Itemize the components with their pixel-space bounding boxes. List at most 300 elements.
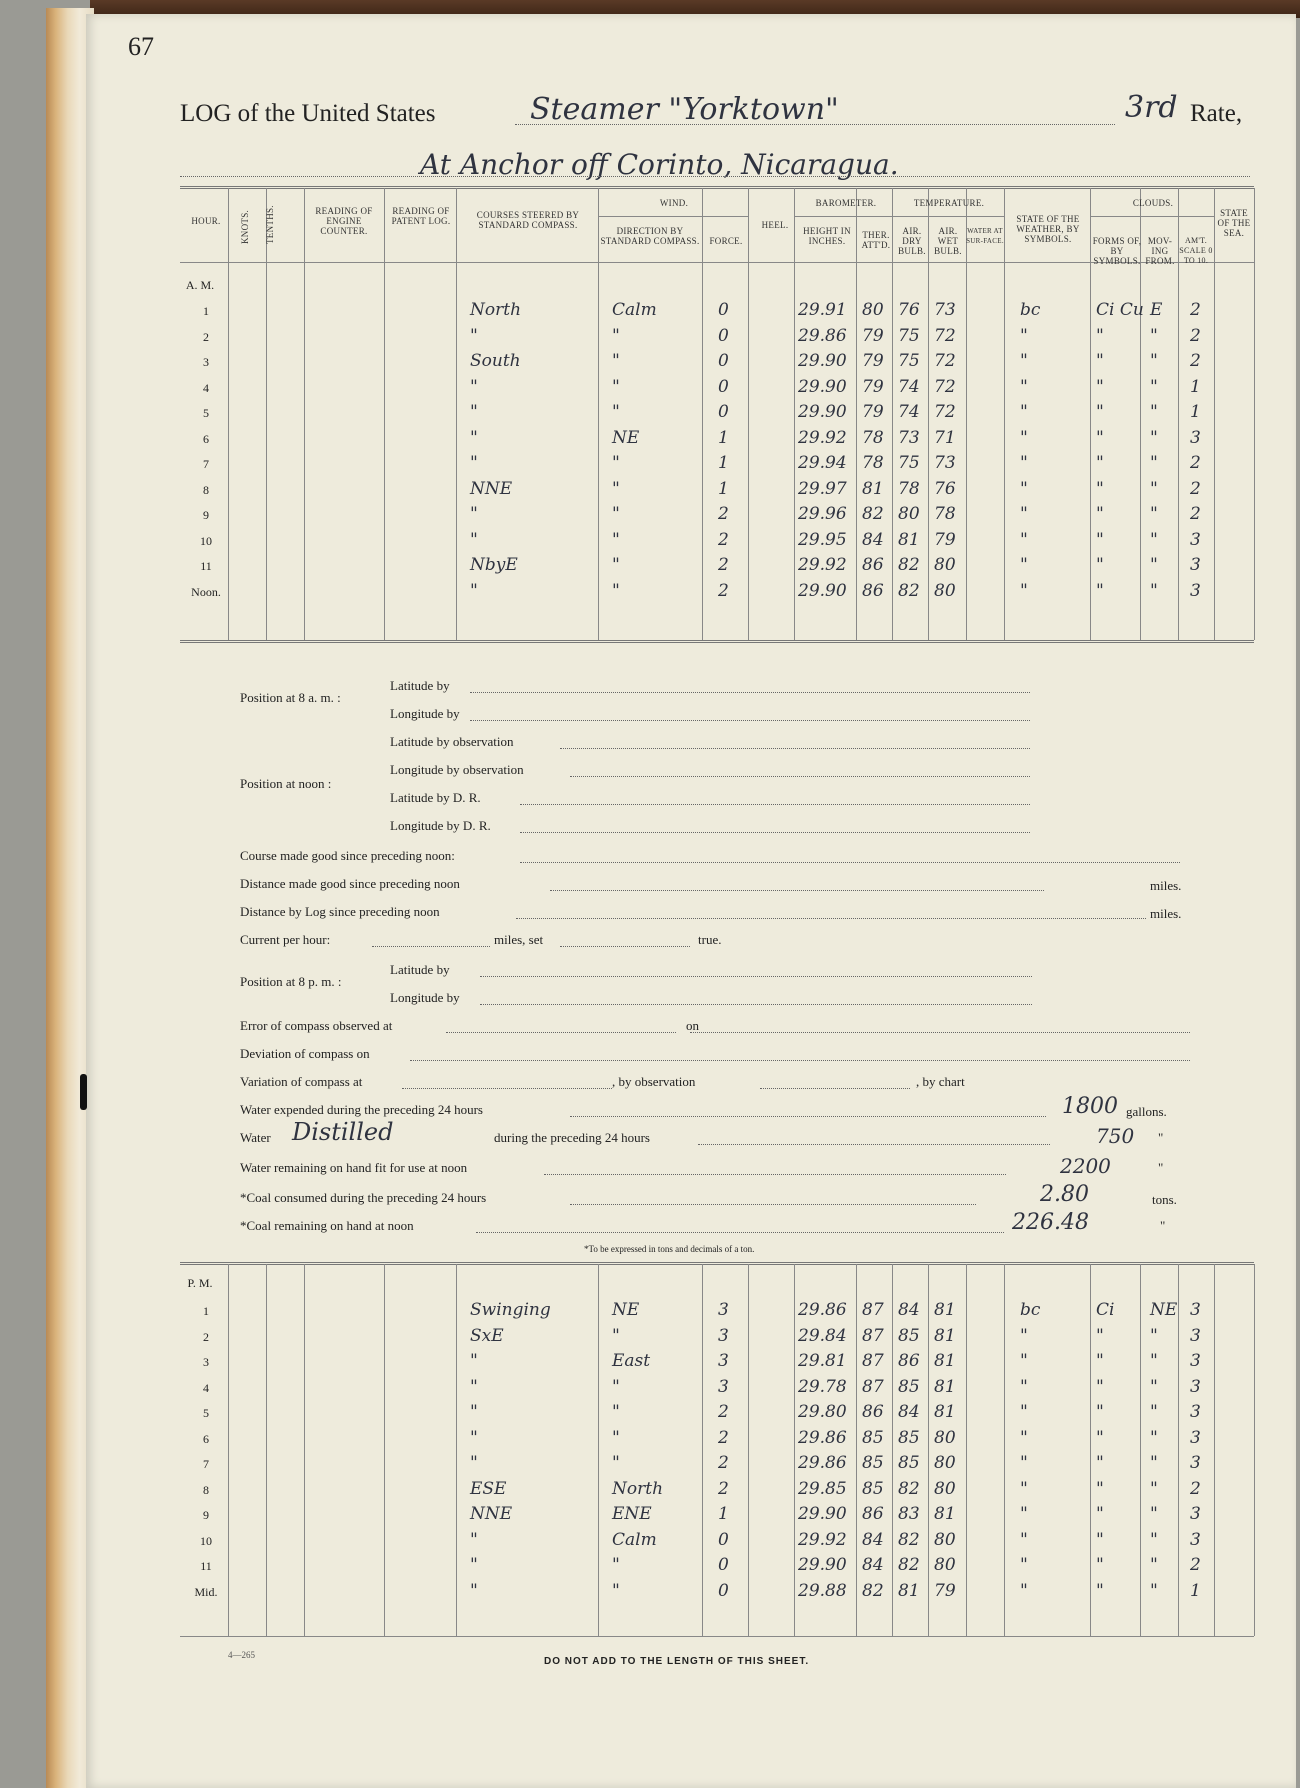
- barometer-height-cell: 29.90: [798, 402, 847, 422]
- course-cell: ": [470, 325, 478, 346]
- barometer-height-cell: 29.78: [798, 1376, 847, 1397]
- cloud-amount-cell: 3: [1190, 555, 1201, 575]
- cloud-moving-from-cell: ": [1150, 1580, 1158, 1601]
- cloud-amount-cell: 2: [1190, 1478, 1201, 1499]
- long-by-label: Longitude by: [390, 706, 460, 721]
- thermometer-attached-cell: 80: [862, 300, 884, 320]
- col-wind: WIND.: [659, 198, 689, 208]
- miles-label-2: miles.: [1150, 906, 1182, 921]
- pm-col-rule: [702, 1264, 703, 1636]
- form-fill-line: [520, 862, 1180, 863]
- barometer-height-cell: 29.81: [798, 1351, 847, 1371]
- air-dry-bulb-cell: 73: [898, 427, 920, 448]
- binding-mark: [80, 1074, 87, 1110]
- variation-label: Variation of compass at: [240, 1074, 363, 1089]
- force-cell: 1: [718, 453, 729, 473]
- barometer-height-cell: 29.92: [798, 555, 847, 575]
- course-cell: ": [470, 1351, 478, 1371]
- cloud-amount-cell: 2: [1190, 504, 1201, 524]
- wind-direction-cell: NE: [612, 1300, 640, 1320]
- cloud-forms-cell: ": [1096, 351, 1104, 371]
- wind-direction-cell: ": [612, 1555, 620, 1575]
- thermometer-attached-cell: 85: [862, 1478, 884, 1499]
- cloud-forms-cell: ": [1096, 478, 1104, 499]
- form-number: 4—265: [228, 1650, 255, 1660]
- coal-consumed-label: *Coal consumed during the preceding 24 hours: [240, 1190, 487, 1205]
- hour-cell: Mid.: [194, 1584, 218, 1599]
- barometer-height-cell: 29.90: [798, 1504, 847, 1524]
- barometer-height-cell: 29.80: [798, 1402, 847, 1422]
- pm-col-rule: [892, 1264, 893, 1636]
- water-expended-value: 1800: [1062, 1094, 1118, 1119]
- wind-direction-cell: ENE: [612, 1504, 652, 1524]
- air-dry-bulb-cell: 83: [898, 1504, 920, 1524]
- form-fill-line: [698, 1144, 1050, 1145]
- weather-state-cell: bc: [1020, 1300, 1041, 1320]
- cloud-forms-cell: ": [1096, 555, 1104, 575]
- air-dry-bulb-cell: 82: [898, 580, 920, 601]
- cloud-moving-from-cell: ": [1150, 1325, 1158, 1346]
- force-cell: 3: [718, 1325, 729, 1346]
- col-knots: [240, 230, 250, 244]
- vessel-name: Steamer "Yorktown": [530, 92, 839, 127]
- cloud-forms-cell: ": [1096, 1402, 1104, 1422]
- col-amount: AM'T. SCALE 0 TO 10.: [1179, 236, 1213, 265]
- cloud-forms-cell: Ci Cu: [1096, 300, 1144, 320]
- am-col-rule: [1214, 188, 1215, 640]
- wind-direction-cell: ": [612, 453, 620, 473]
- thermometer-attached-cell: 85: [862, 1453, 884, 1473]
- hour-cell: 10: [200, 1533, 212, 1548]
- course-cell: NNE: [470, 1504, 513, 1524]
- cloud-moving-from-cell: ": [1150, 1402, 1158, 1422]
- air-wet-bulb-cell: 79: [934, 529, 956, 550]
- barometer-height-cell: 29.90: [798, 1555, 847, 1575]
- hour-cell: 3: [203, 1355, 209, 1369]
- pm-col-rule: [304, 1264, 305, 1636]
- thermometer-attached-cell: 79: [862, 351, 884, 371]
- am-col-rule: [304, 188, 305, 640]
- air-dry-bulb-cell: 75: [898, 325, 920, 346]
- long-dr-label: Longitude by D. R.: [390, 818, 491, 833]
- form-fill-line: [560, 946, 690, 947]
- air-dry-bulb-cell: 74: [898, 376, 920, 397]
- am-col-rule: [456, 188, 457, 640]
- air-dry-bulb-cell: 81: [898, 1580, 920, 1601]
- hour-cell: 11: [200, 559, 212, 573]
- pm-col-rule: [384, 1264, 385, 1636]
- air-dry-bulb-cell: 86: [898, 1351, 920, 1371]
- air-dry-bulb-cell: 85: [898, 1376, 920, 1397]
- weather-state-cell: ": [1020, 325, 1028, 346]
- pm-col-rule: [856, 1264, 857, 1636]
- position-8am-label: Position at 8 a. m. :: [240, 690, 341, 705]
- rate-label: Rate,: [1190, 100, 1243, 127]
- table-top-rule: [180, 186, 1254, 189]
- coal-remaining-label: *Coal remaining on hand at noon: [240, 1218, 414, 1233]
- form-fill-line: [570, 776, 1030, 777]
- pm-col-rule: [1214, 1264, 1215, 1636]
- force-cell: 0: [718, 376, 729, 397]
- force-cell: 0: [718, 325, 729, 346]
- pm-col-rule: [1090, 1264, 1091, 1636]
- air-wet-bulb-cell: 73: [934, 300, 956, 320]
- weather-state-cell: ": [1020, 1325, 1028, 1346]
- cloud-forms-cell: ": [1096, 1580, 1104, 1601]
- wind-direction-cell: ": [612, 504, 620, 524]
- cloud-amount-cell: 3: [1190, 1529, 1201, 1550]
- hour-cell: 8: [203, 482, 209, 497]
- air-dry-bulb-cell: 84: [898, 1402, 920, 1422]
- thermometer-attached-cell: 84: [862, 529, 884, 550]
- course-cell: ": [470, 453, 478, 473]
- cloud-amount-cell: 3: [1190, 427, 1201, 448]
- hour-cell: 6: [203, 431, 209, 446]
- wind-direction-cell: ": [612, 1402, 620, 1422]
- col-courses: COURSES STEERED BY STANDARD COMPASS.: [476, 210, 580, 230]
- water-kind: Distilled: [292, 1118, 394, 1146]
- thermometer-attached-cell: 84: [862, 1555, 884, 1575]
- weather-state-cell: ": [1020, 402, 1028, 422]
- cloud-amount-cell: 3: [1190, 1427, 1201, 1448]
- air-dry-bulb-cell: 82: [898, 555, 920, 575]
- pm-col-rule: [794, 1264, 795, 1636]
- cloud-amount-cell: 3: [1190, 580, 1201, 601]
- thermometer-attached-cell: 86: [862, 1402, 884, 1422]
- form-fill-line: [560, 748, 1030, 749]
- cloud-amount-cell: 3: [1190, 1325, 1201, 1346]
- cloud-moving-from-cell: ": [1150, 529, 1158, 550]
- col-air-wet: AIR. WET BULB.: [934, 226, 962, 256]
- cloud-moving-from-cell: ": [1150, 453, 1158, 473]
- force-cell: 2: [718, 504, 729, 524]
- cloud-moving-from-cell: ": [1150, 580, 1158, 601]
- cloud-forms-cell: ": [1096, 1504, 1104, 1524]
- cloud-forms-cell: ": [1096, 325, 1104, 346]
- air-wet-bulb-cell: 80: [934, 1555, 956, 1575]
- col-forms: FORMS OF, BY SYMBOLS.: [1092, 236, 1142, 266]
- hour-cell: 8: [203, 1482, 209, 1497]
- force-cell: 2: [718, 555, 729, 575]
- barometer-height-cell: 29.97: [798, 478, 847, 499]
- distilled-value: 750: [1096, 1124, 1135, 1148]
- hour-cell: 9: [203, 508, 209, 522]
- wind-direction-cell: East: [612, 1351, 651, 1371]
- cloud-amount-cell: 3: [1190, 1402, 1201, 1422]
- am-col-rule: [748, 188, 749, 640]
- col-tenths: [265, 230, 275, 244]
- force-cell: 1: [718, 427, 729, 448]
- cloud-forms-cell: ": [1096, 1453, 1104, 1473]
- rate-value: 3rd: [1125, 90, 1178, 125]
- cloud-amount-cell: 3: [1190, 1453, 1201, 1473]
- wind-direction-cell: ": [612, 402, 620, 422]
- cloud-moving-from-cell: ": [1150, 1376, 1158, 1397]
- cloud-amount-cell: 2: [1190, 351, 1201, 371]
- water-remaining-value: 2200: [1060, 1154, 1111, 1178]
- form-fill-line: [760, 1088, 910, 1089]
- force-cell: 0: [718, 351, 729, 371]
- force-cell: 0: [718, 1555, 729, 1575]
- weather-state-cell: ": [1020, 1504, 1028, 1524]
- force-cell: 0: [718, 1529, 729, 1550]
- hour-cell: 7: [203, 457, 209, 471]
- air-wet-bulb-cell: 81: [934, 1504, 956, 1524]
- hour-cell: 5: [203, 406, 209, 420]
- barometer-height-cell: 29.86: [798, 1453, 847, 1473]
- air-dry-bulb-cell: 81: [898, 529, 920, 550]
- wind-direction-cell: ": [612, 1325, 620, 1346]
- cloud-moving-from-cell: ": [1150, 1504, 1158, 1524]
- pm-bottom-rule: [180, 1636, 1254, 1637]
- weather-state-cell: ": [1020, 427, 1028, 448]
- course-cell: North: [470, 300, 522, 320]
- current-label: Current per hour:: [240, 932, 331, 947]
- course-cell: ": [470, 1453, 478, 1473]
- wind-direction-cell: ": [612, 1376, 620, 1397]
- weather-state-cell: ": [1020, 478, 1028, 499]
- weather-state-cell: ": [1020, 1351, 1028, 1371]
- course-cell: ": [470, 1427, 478, 1448]
- pm-label: P. M.: [187, 1276, 213, 1290]
- air-wet-bulb-cell: 81: [934, 1300, 956, 1320]
- form-fill-line: [470, 720, 1030, 721]
- air-wet-bulb-cell: 79: [934, 1580, 956, 1601]
- cloud-amount-cell: 1: [1190, 402, 1201, 422]
- hour-cell: 2: [203, 1329, 209, 1344]
- wind-direction-cell: ": [612, 478, 620, 499]
- weather-state-cell: ": [1020, 453, 1028, 473]
- pm-col-rule: [1004, 1264, 1005, 1636]
- weather-state-cell: ": [1020, 504, 1028, 524]
- am-col-rule: [856, 188, 857, 640]
- air-wet-bulb-cell: 80: [934, 1427, 956, 1448]
- course-cell: ": [470, 402, 478, 422]
- hour-cell: 11: [200, 1559, 212, 1573]
- tons-label: tons.: [1152, 1192, 1177, 1207]
- col-hour: HOUR.: [191, 216, 221, 226]
- pm-top-rule: [180, 1262, 1254, 1265]
- air-wet-bulb-cell: 72: [934, 402, 956, 422]
- long-by-8pm-label: Longitude by: [390, 990, 460, 1005]
- barometer-height-cell: 29.95: [798, 529, 847, 550]
- pm-col-rule: [266, 1264, 267, 1636]
- on-label: on: [686, 1018, 699, 1033]
- weather-state-cell: ": [1020, 351, 1028, 371]
- hour-cell: 7: [203, 1457, 209, 1471]
- wind-direction-cell: ": [612, 325, 620, 346]
- cloud-moving-from-cell: ": [1150, 504, 1158, 524]
- form-fill-line: [480, 976, 1032, 977]
- lat-by-8pm-label: Latitude by: [390, 962, 450, 977]
- barometer-height-cell: 29.94: [798, 453, 847, 473]
- coal-consumed-value: 2.80: [1040, 1182, 1089, 1207]
- force-cell: 2: [718, 1402, 729, 1422]
- barometer-height-cell: 29.84: [798, 1325, 847, 1346]
- air-wet-bulb-cell: 80: [934, 1478, 956, 1499]
- hour-cell: 1: [203, 1304, 209, 1318]
- cloud-moving-from-cell: ": [1150, 351, 1158, 371]
- cloud-moving-from-cell: ": [1150, 1427, 1158, 1448]
- am-col-rule: [1004, 188, 1005, 640]
- am-col-rule: [266, 188, 267, 640]
- air-wet-bulb-cell: 81: [934, 1402, 956, 1422]
- course-made-label: Course made good since preceding noon:: [240, 848, 455, 863]
- air-dry-bulb-cell: 85: [898, 1427, 920, 1448]
- am-bottom-rule: [180, 640, 1254, 643]
- form-fill-line: [690, 1032, 1190, 1033]
- cloud-moving-from-cell: ": [1150, 427, 1158, 448]
- course-cell: ": [470, 1580, 478, 1601]
- force-cell: 0: [718, 402, 729, 422]
- am-col-rule: [1090, 188, 1091, 640]
- ditto-1: ": [1158, 1130, 1164, 1145]
- hour-cell: 1: [203, 304, 209, 318]
- barometer-height-cell: 29.88: [798, 1580, 847, 1601]
- cloud-forms-cell: ": [1096, 453, 1104, 473]
- barometer-height-cell: 29.91: [798, 300, 847, 320]
- air-dry-bulb-cell: 76: [898, 300, 920, 320]
- weather-state-cell: ": [1020, 1427, 1028, 1448]
- weather-state-cell: ": [1020, 1555, 1028, 1575]
- wind-direction-cell: ": [612, 376, 620, 397]
- cloud-amount-cell: 1: [1190, 376, 1201, 397]
- wind-direction-cell: Calm: [612, 1529, 657, 1550]
- hour-cell: 4: [203, 380, 209, 395]
- weather-state-cell: ": [1020, 580, 1028, 601]
- form-fill-line: [372, 946, 490, 947]
- position-noon-label: Position at noon :: [240, 776, 332, 791]
- thermometer-attached-cell: 78: [862, 427, 884, 448]
- force-cell: 1: [718, 478, 729, 499]
- cloud-moving-from-cell: ": [1150, 555, 1158, 575]
- cloud-forms-cell: Ci: [1096, 1300, 1115, 1320]
- am-col-rule: [794, 188, 795, 640]
- col-wind-direction: DIRECTION BY STANDARD COMPASS.: [600, 226, 700, 246]
- force-cell: 2: [718, 1453, 729, 1473]
- log-page: [86, 14, 1296, 1788]
- force-cell: 2: [718, 1427, 729, 1448]
- distance-log-label: Distance by Log since preceding noon: [240, 904, 440, 919]
- cloud-amount-cell: 1: [1190, 1580, 1201, 1601]
- wind-direction-cell: ": [612, 580, 620, 601]
- cloud-moving-from-cell: ": [1150, 478, 1158, 499]
- course-cell: ": [470, 376, 478, 397]
- cloud-amount-cell: 2: [1190, 300, 1201, 320]
- cloud-forms-cell: ": [1096, 427, 1104, 448]
- force-cell: 3: [718, 1376, 729, 1397]
- course-cell: Swinging: [470, 1300, 551, 1320]
- force-cell: 0: [718, 300, 729, 320]
- distance-good-label: Distance made good since preceding noon: [240, 876, 460, 891]
- air-wet-bulb-cell: 80: [934, 555, 956, 575]
- cloud-amount-cell: 3: [1190, 1300, 1201, 1320]
- air-wet-bulb-cell: 72: [934, 376, 956, 397]
- wind-direction-cell: ": [612, 529, 620, 550]
- by-observation-label: , by observation: [612, 1074, 696, 1089]
- baro-temp-sub-rule: [794, 216, 1004, 217]
- course-cell: South: [470, 351, 521, 371]
- course-cell: NNE: [470, 478, 513, 499]
- form-fill-line: [480, 1004, 1032, 1005]
- form-fill-line: [410, 1060, 1190, 1061]
- col-clouds: CLOUDS.: [1132, 198, 1174, 208]
- weather-state-cell: ": [1020, 1478, 1028, 1499]
- location-text: At Anchor off Corinto, Nicaragua.: [420, 148, 899, 181]
- course-cell: ": [470, 1376, 478, 1397]
- am-col-rule: [966, 188, 967, 640]
- thermometer-attached-cell: 81: [862, 478, 884, 499]
- air-wet-bulb-cell: 81: [934, 1325, 956, 1346]
- thermometer-attached-cell: 86: [862, 1504, 884, 1524]
- thermometer-attached-cell: 87: [862, 1351, 884, 1371]
- thermometer-attached-cell: 86: [862, 580, 884, 601]
- cloud-forms-cell: ": [1096, 580, 1104, 601]
- cloud-forms-cell: ": [1096, 376, 1104, 397]
- wind-direction-cell: ": [612, 1427, 620, 1448]
- course-cell: SxE: [470, 1325, 504, 1346]
- air-dry-bulb-cell: 85: [898, 1453, 920, 1473]
- hour-cell: 2: [203, 329, 209, 344]
- cloud-amount-cell: 3: [1190, 1504, 1201, 1524]
- course-cell: ": [470, 1555, 478, 1575]
- cloud-moving-from-cell: ": [1150, 1478, 1158, 1499]
- during-label: during the preceding 24 hours: [494, 1130, 650, 1145]
- deviation-label: Deviation of compass on: [240, 1046, 370, 1061]
- cloud-amount-cell: 3: [1190, 529, 1201, 550]
- thermometer-attached-cell: 84: [862, 1529, 884, 1550]
- cloud-amount-cell: 2: [1190, 453, 1201, 473]
- weather-state-cell: bc: [1020, 300, 1041, 320]
- col-heel: HEEL.: [761, 220, 789, 230]
- air-dry-bulb-cell: 85: [898, 1325, 920, 1346]
- thermometer-attached-cell: 86: [862, 555, 884, 575]
- air-wet-bulb-cell: 72: [934, 351, 956, 371]
- weather-state-cell: ": [1020, 376, 1028, 397]
- wind-direction-cell: ": [612, 1580, 620, 1601]
- barometer-height-cell: 29.92: [798, 427, 847, 448]
- cloud-forms-cell: ": [1096, 1478, 1104, 1499]
- force-cell: 2: [718, 1478, 729, 1499]
- pm-col-rule: [456, 1264, 457, 1636]
- barometer-height-cell: 29.86: [798, 325, 847, 346]
- wind-direction-cell: North: [612, 1478, 664, 1499]
- air-dry-bulb-cell: 75: [898, 351, 920, 371]
- wind-direction-cell: NE: [612, 427, 640, 448]
- col-patent: READING OF PATENT LOG.: [391, 206, 451, 226]
- cloud-moving-from-cell: NE: [1150, 1300, 1178, 1320]
- pm-col-rule: [1140, 1264, 1141, 1636]
- air-dry-bulb-cell: 84: [898, 1300, 920, 1320]
- long-obs-label: Longitude by observation: [390, 762, 524, 777]
- am-col-rule: [892, 188, 893, 640]
- cloud-moving-from-cell: ": [1150, 1529, 1158, 1550]
- air-wet-bulb-cell: 80: [934, 580, 956, 601]
- cloud-moving-from-cell: ": [1150, 402, 1158, 422]
- air-dry-bulb-cell: 75: [898, 453, 920, 473]
- air-dry-bulb-cell: 74: [898, 402, 920, 422]
- cloud-amount-cell: 2: [1190, 325, 1201, 346]
- cloud-forms-cell: ": [1096, 1325, 1104, 1346]
- form-fill-line: [520, 832, 1030, 833]
- cloud-forms-cell: ": [1096, 529, 1104, 550]
- col-weather: STATE OF THE WEATHER, BY SYMBOLS.: [1016, 214, 1080, 244]
- force-cell: 3: [718, 1300, 729, 1320]
- cloud-amount-cell: 3: [1190, 1376, 1201, 1397]
- hour-cell: 10: [200, 533, 212, 548]
- true-label: true.: [698, 932, 722, 947]
- wind-direction-cell: ": [612, 555, 620, 575]
